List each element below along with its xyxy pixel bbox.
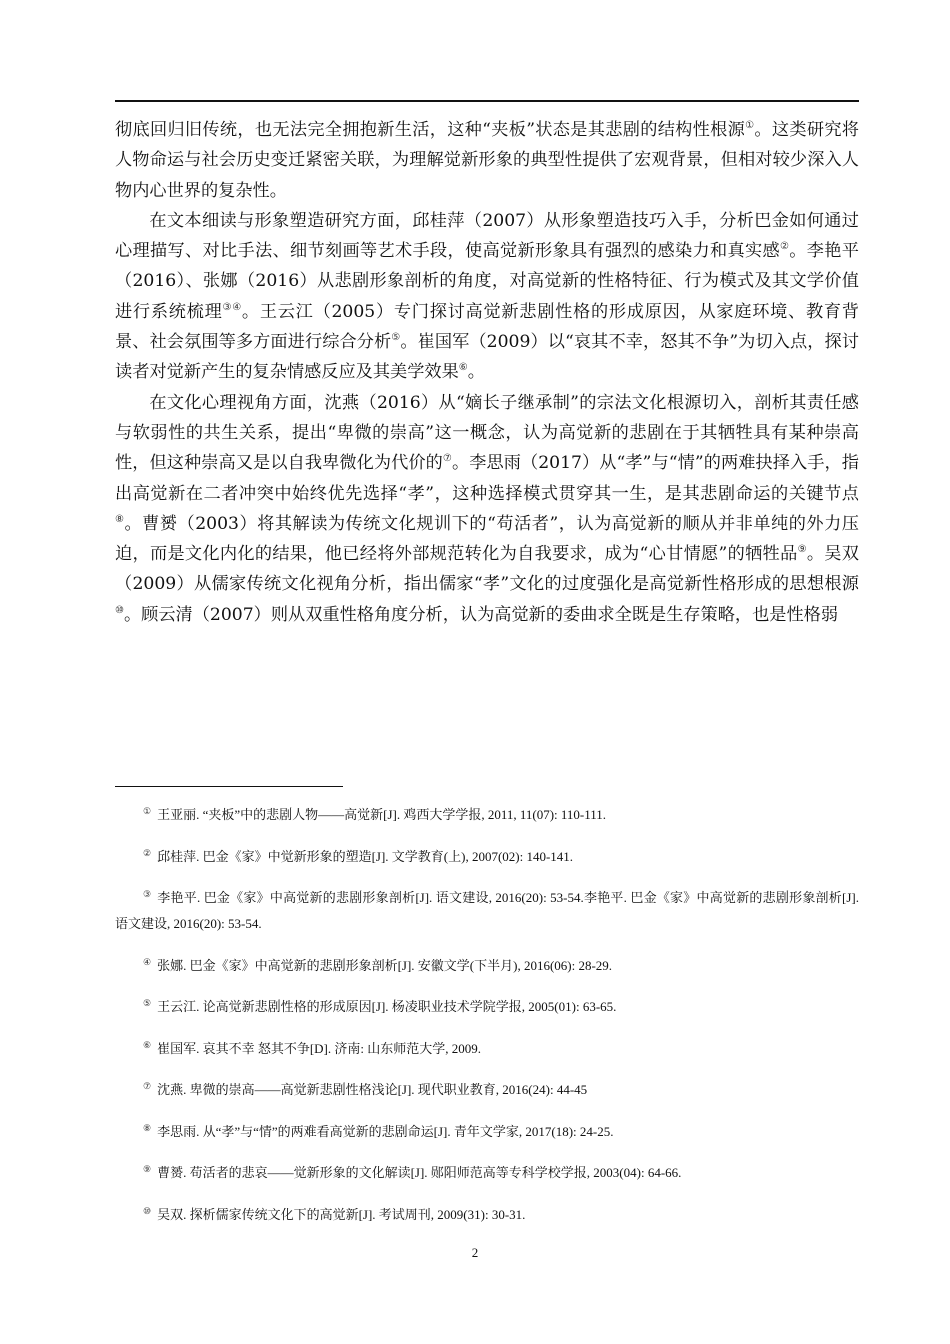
text-run: 。吴双（2009）从儒家传统文化视角分析，指出儒家“孝”文化的过度强化是高觉新性格形成的思想根源: [115, 544, 859, 595]
footnotes: [115, 802, 859, 1243]
paragraph-2: [115, 206, 859, 388]
text-run: 在文化心理视角方面，沈燕（2016）从“嫡长子继承制”的宗法文化根源切入，剖析其责任感与软弱性的共生关系，提出“卑微的崇高”这一概念，认为高觉新的悲剧在于其牺牲具有某种崇高性，但这种崇高又是以自我卑微化为代价的: [115, 392, 859, 474]
footnote-text: 张娜. 巴金《家》中高觉新的悲剧形象剖析[J]. 安徽文学(下半月), 2016(06): 28-29.: [157, 957, 613, 973]
text-run: 。: [467, 362, 485, 383]
page-number: 2: [471, 1245, 479, 1260]
footnote-mark: ⑤: [143, 998, 152, 1008]
footnote-4: [115, 953, 859, 979]
footnote-ref[interactable]: ⑥: [458, 362, 468, 374]
footnote-mark: ⑩: [143, 1205, 152, 1216]
footnote-7: [115, 1077, 859, 1103]
footnote-1: [115, 802, 859, 828]
footnote-mark: ④: [143, 956, 152, 967]
paragraph-1: [115, 115, 859, 206]
footnote-mark: ⑨: [143, 1164, 152, 1174]
footnote-text: 李艳平. 巴金《家》中高觉新的悲剧形象剖析[J]. 语文建设, 2016(20): 53-54.李艳平. 巴金《家》中高觉新的悲剧形象剖析[J]. 语文建设, 2016(20): 53-54.: [115, 890, 859, 931]
footnote-text: 李思雨. 从“孝”与“情”的两难看高觉新的悲剧命运[J]. 青年文学家, 2017(18): 24-25.: [157, 1123, 614, 1139]
main-text: [115, 115, 859, 630]
footnote-text: 崔国军. 哀其不幸 怒其不争[D]. 济南: 山东师范大学, 2009.: [157, 1040, 481, 1056]
text-run: 在文本细读与形象塑造研究方面，邱桂萍（2007）从形象塑造技巧入手，分析巴金如何通过心理描写、对比手法、细节刻画等艺术手段，使高觉新形象具有强烈的感染力和真实感: [115, 210, 859, 262]
text-run: 。崔国军（2009）以“哀其不幸，怒其不争”为切入点，探讨读者对觉新产生的复杂情感反应及其美学效果: [115, 332, 859, 383]
paragraph-3: [115, 388, 859, 630]
footnote-5: [115, 994, 859, 1020]
footnote-ref[interactable]: ⑧: [115, 513, 125, 525]
footnote-text: 王亚丽. “夹板”中的悲剧人物——高觉新[J]. 鸡西大学学报, 2011, 11(07): 110-111.: [157, 807, 607, 822]
text-run: 。曹赟（2003）将其解读为传统文化规训下的“苟活者”，认为高觉新的顺从并非单纯的外力压迫，而是文化内化的结果，他已经将外部规范转化为自我要求，成为“心甘情愿”的牺牲品: [115, 513, 859, 565]
text-run: 彻底回归旧传统，也无法完全拥抱新生活，这种“夹板”状态是其悲剧的结构性根源: [115, 120, 746, 140]
text-run: 。王云江（2005）专门探讨高觉新悲剧性格的形成原因，从家庭环境、教育背景、社会氛围等多方面进行综合分析: [115, 301, 859, 353]
footnote-9: [115, 1160, 859, 1186]
footnote-8: [115, 1119, 859, 1145]
footnote-ref[interactable]: ③④: [222, 301, 242, 313]
footnote-ref[interactable]: ⑦: [442, 453, 452, 465]
footnote-3: [115, 885, 859, 937]
text-run: 。李艳平（2016）、张娜（2016）从悲剧形象剖析的角度，对高觉新的性格特征、行为模式及其文学价值进行系统梳理: [115, 241, 859, 322]
footnote-text: 沈燕. 卑微的崇高——高觉新悲剧性格浅论[J]. 现代职业教育, 2016(24): 44-45: [157, 1082, 588, 1097]
footnote-ref[interactable]: ⑩: [115, 604, 124, 616]
text-run: 。李思雨（2017）从“孝”与“情”的两难抉择入手，指出高觉新在二者冲突中始终优先选择“孝”，这种选择模式贯穿其一生，是其悲剧命运的关键节点: [115, 453, 859, 504]
footnote-mark: ⑥: [143, 1039, 152, 1050]
footnote-text: 邱桂萍. 巴金《家》中觉新形象的塑造[J]. 文学教育(上), 2007(02): 140-141.: [157, 848, 574, 864]
text-run: 。这类研究将人物命运与社会历史变迁紧密关联，为理解觉新形象的典型性提供了宏观背景，但相对较少深入人物内心世界的复杂性。: [115, 120, 859, 201]
footnote-ref[interactable]: ⑨: [797, 544, 807, 556]
footnote-separator: [115, 786, 343, 787]
footnote-2: [115, 844, 859, 870]
footnote-mark: ②: [143, 847, 152, 858]
footnote-10: [115, 1202, 859, 1228]
footnote-text: 王云江. 论高觉新悲剧性格的形成原因[J]. 杨凌职业技术学院学报, 2005(01): 63-65.: [157, 999, 617, 1014]
footnote-mark: ①: [143, 806, 152, 816]
header-rule: [115, 100, 859, 102]
footnote-mark: ③: [143, 889, 152, 899]
footnote-6: [115, 1036, 859, 1062]
footnote-ref[interactable]: ⑤: [391, 332, 401, 344]
footnote-text: 吴双. 探析儒家传统文化下的高觉新[J]. 考试周刊, 2009(31): 30-31.: [157, 1206, 526, 1222]
footnote-ref[interactable]: ①: [745, 120, 755, 131]
footnote-mark: ⑦: [143, 1081, 152, 1091]
text-run: 。顾云清（2007）则从双重性格角度分析，认为高觉新的委曲求全既是生存策略，也是性格弱: [123, 604, 839, 625]
footnote-mark: ⑧: [143, 1122, 152, 1133]
footnote-text: 曹赟. 苟活者的悲哀——觉新形象的文化解读[J]. 郧阳师范高等专科学校学报, 2003(04): 64-66.: [157, 1165, 682, 1180]
footnote-ref[interactable]: ②: [780, 241, 790, 253]
